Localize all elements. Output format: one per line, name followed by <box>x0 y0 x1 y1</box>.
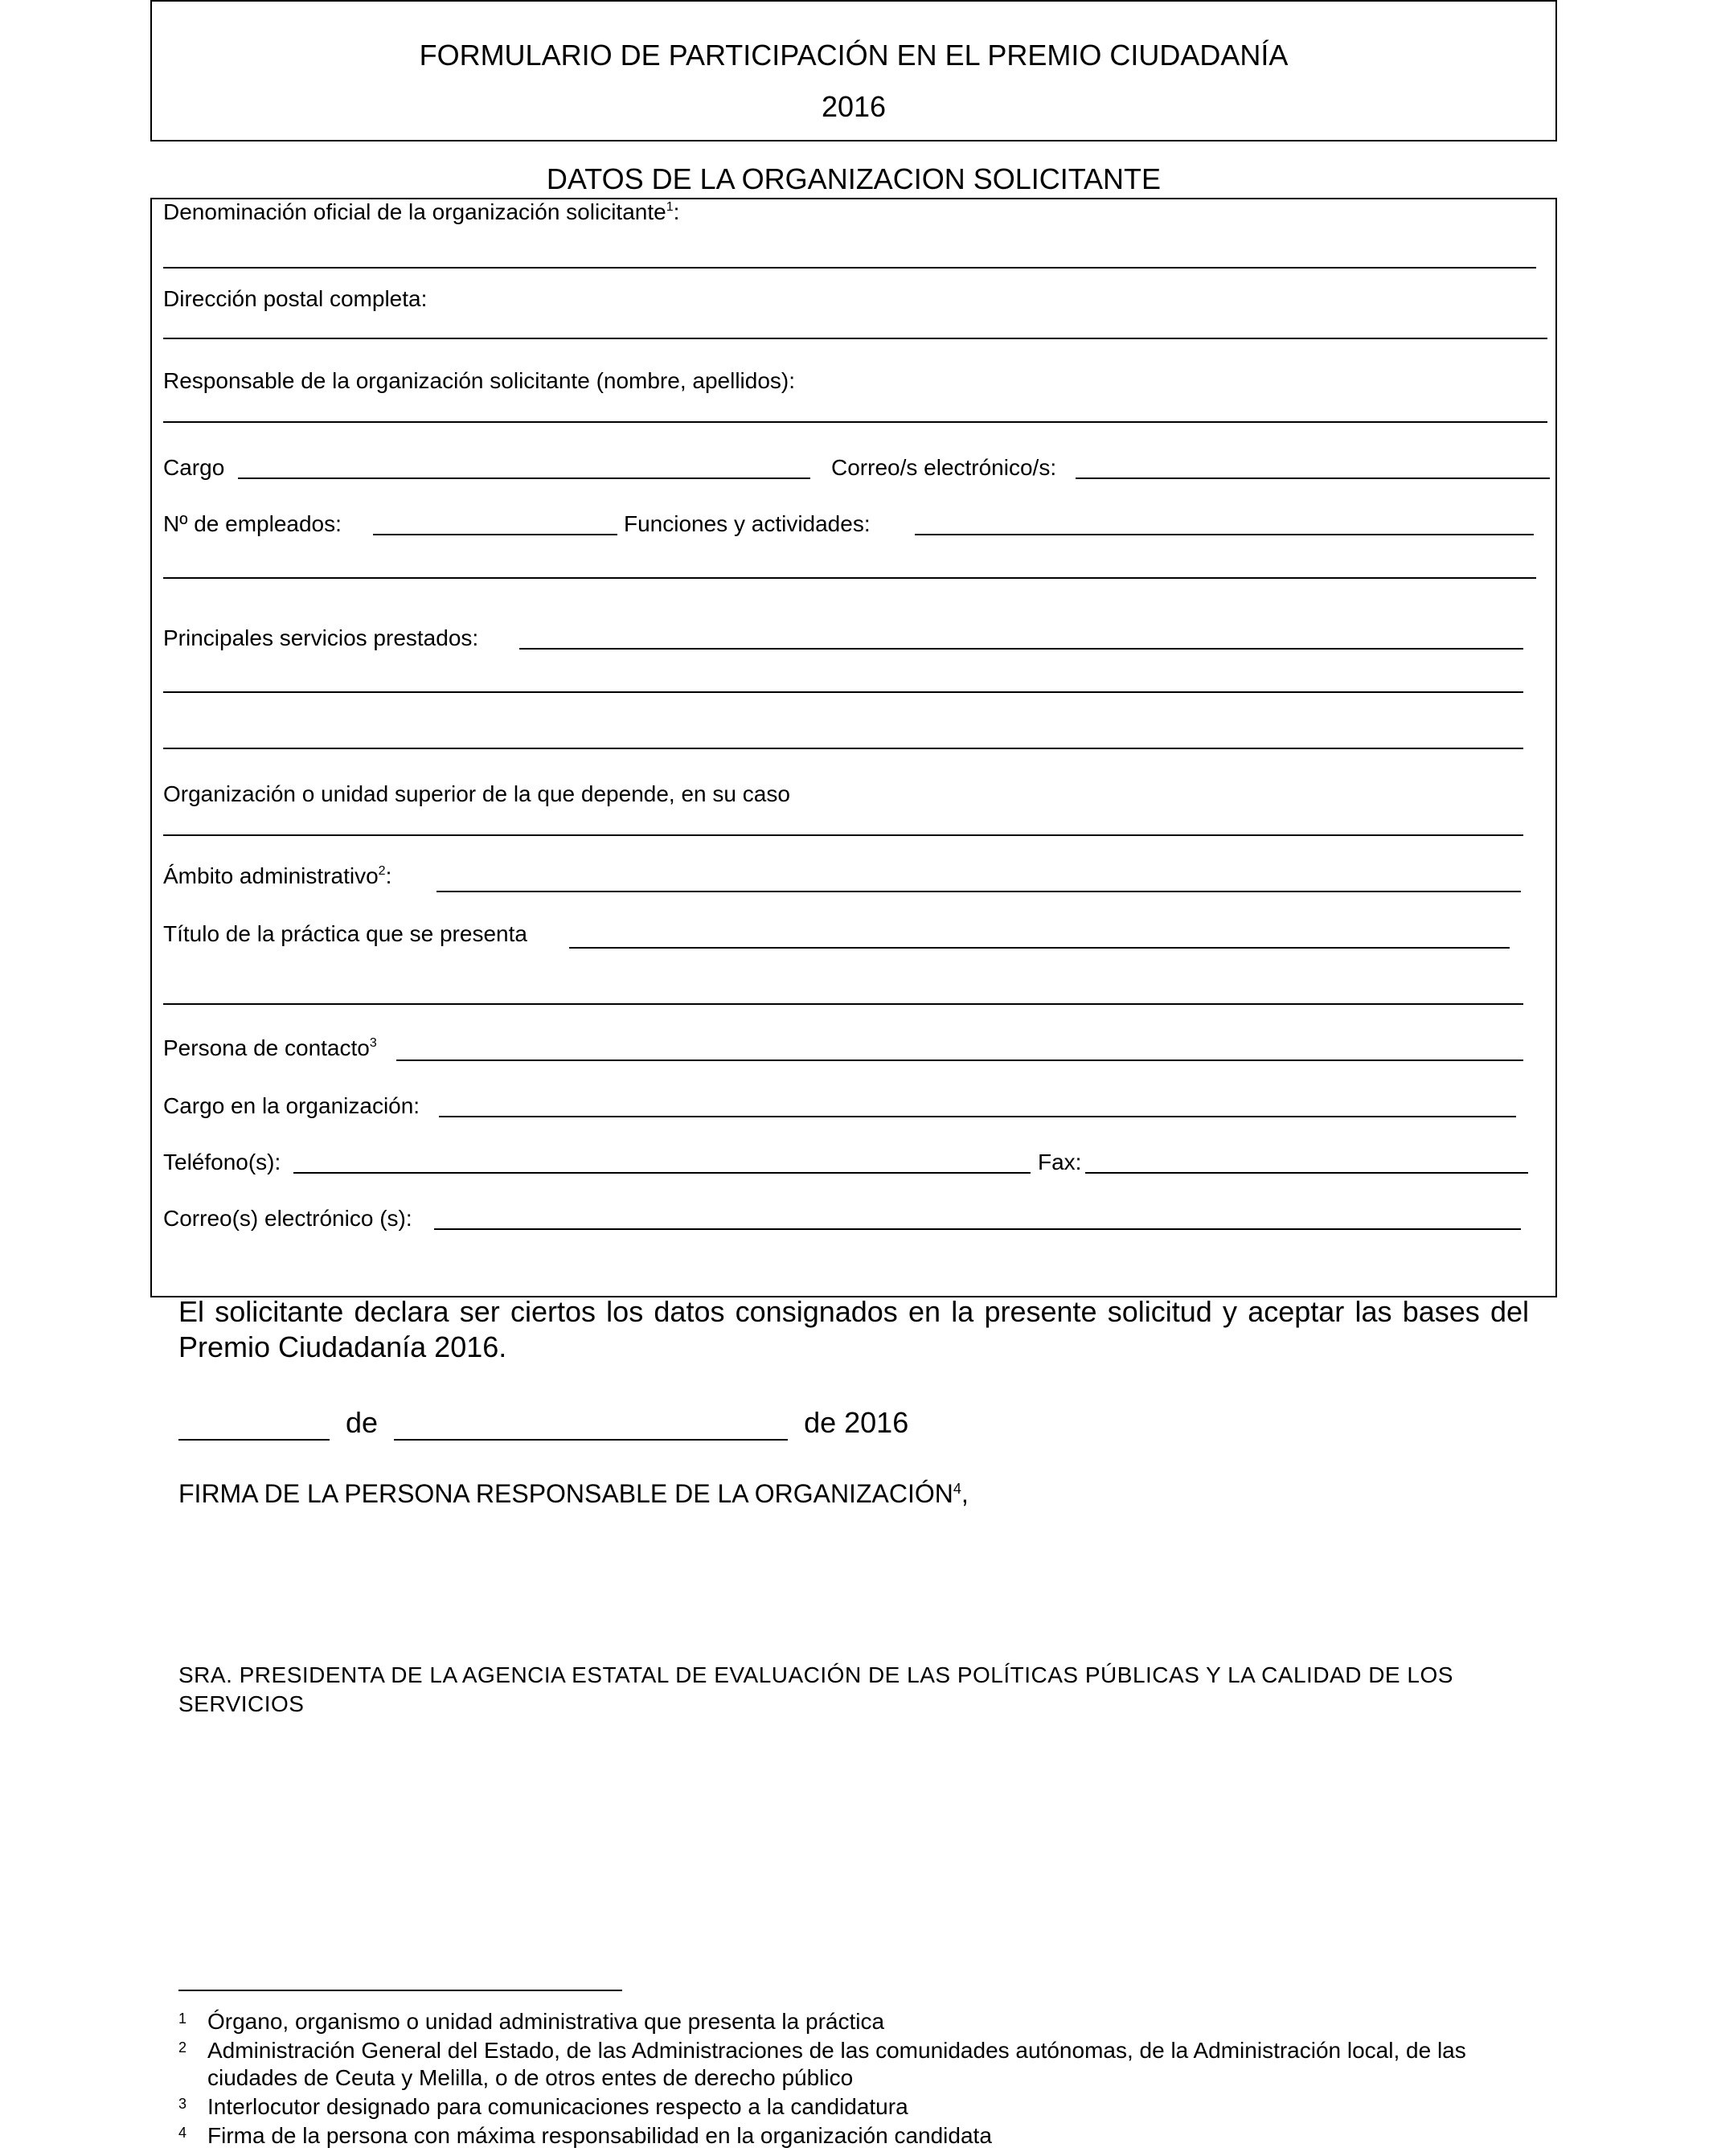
signature-label: FIRMA DE LA PERSONA RESPONSABLE DE LA ORGANIZACIÓN$^4$, <box>178 1479 969 1508</box>
date-de-2016: de 2016 <box>804 1406 909 1439</box>
footnote-separator <box>178 1990 622 1991</box>
form-year: 2016 <box>821 90 887 123</box>
ambito-field[interactable] <box>436 891 1521 892</box>
persona-contacto-field[interactable] <box>396 1060 1523 1061</box>
titulo-practica-field[interactable] <box>569 947 1510 949</box>
telefono-field[interactable] <box>293 1172 1031 1174</box>
cargo-field[interactable] <box>238 478 810 479</box>
cargo-organizacion-field[interactable] <box>439 1116 1516 1117</box>
servicios-field-3[interactable] <box>163 748 1523 749</box>
responsable-label: Responsable de la organización solicitante (nombre, apellidos): <box>163 368 796 393</box>
day-field[interactable] <box>178 1410 330 1441</box>
empleados-field[interactable] <box>373 534 617 535</box>
footnote-ref-1: 1 <box>666 200 674 214</box>
month-field[interactable] <box>394 1410 788 1441</box>
direccion-field[interactable] <box>163 338 1547 339</box>
persona-contacto-label: Persona de contacto$^3$ <box>163 1035 377 1060</box>
servicios-label: Principales servicios prestados: <box>163 625 479 650</box>
declaration-text: El solicitante declara ser ciertos los datos consignados en la presente solicitud y aceptar las bases del Premio Ciudadanía 2016. <box>178 1295 1529 1363</box>
denominacion-label: Denominación oficial de la organización solicitante$^1$: <box>163 199 680 224</box>
empleados-label: Nº de empleados: <box>163 511 342 536</box>
responsable-field[interactable] <box>163 421 1547 423</box>
fax-field[interactable] <box>1085 1172 1528 1174</box>
funciones-field-2[interactable] <box>163 577 1536 579</box>
footnote-ref-4: 4 <box>953 1481 961 1497</box>
footnote-ref-3: 3 <box>369 1036 377 1050</box>
date-line <box>178 1405 908 1441</box>
titulo-practica-label: Título de la práctica que se presenta <box>163 921 527 946</box>
organizacion-superior-field[interactable] <box>163 834 1523 836</box>
correos-field[interactable] <box>1076 478 1550 479</box>
correo-contacto-field[interactable] <box>434 1228 1521 1230</box>
ambito-label: Ámbito administrativo$^2$: <box>163 863 392 888</box>
funciones-label: Funciones y actividades: <box>624 511 871 536</box>
organizacion-superior-label: Organización o unidad superior de la que depende, en su caso <box>163 781 790 806</box>
footnote-ref-2: 2 <box>378 864 386 878</box>
cargo-organizacion-label: Cargo en la organización: <box>163 1093 420 1118</box>
denominacion-field[interactable] <box>163 267 1536 268</box>
cargo-label: Cargo <box>163 455 225 480</box>
footnote-4: 4 Firma de la persona con máxima responsabilidad en la organización candidata <box>178 2123 992 2148</box>
servicios-field[interactable] <box>519 648 1523 650</box>
correo-contacto-label: Correo(s) electrónico (s): <box>163 1206 412 1231</box>
funciones-field[interactable] <box>915 534 1534 535</box>
servicios-field-2[interactable] <box>163 691 1523 693</box>
form-title: FORMULARIO DE PARTICIPACIÓN EN EL PREMIO CIUDADANÍA <box>419 39 1289 72</box>
title-box <box>150 0 1557 141</box>
addressee: SRA. PRESIDENTA DE LA AGENCIA ESTATAL DE EVALUACIÓN DE LAS POLÍTICAS PÚBLICAS Y LA CALIDAD DE LOS SERVICIOS <box>178 1662 1453 1716</box>
footnote-1: 1 Órgano, organismo o unidad administrativa que presenta la práctica <box>178 2009 885 2034</box>
date-de-1: de <box>346 1406 379 1439</box>
form-box <box>150 198 1557 1297</box>
titulo-practica-field-2[interactable] <box>163 1003 1523 1005</box>
section-title: DATOS DE LA ORGANIZACION SOLICITANTE <box>546 162 1162 195</box>
correos-label: Correo/s electrónico/s: <box>831 455 1057 480</box>
direccion-label: Dirección postal completa: <box>163 286 428 311</box>
footnote-2: 2 Administración General del Estado, de las Administraciones de las comunidades autónomas, de la Administración local, de las ciudades de Ceuta y Melilla, o de otros entes de derecho público <box>178 2038 1466 2090</box>
fax-label: Fax: <box>1038 1150 1082 1174</box>
telefono-label: Teléfono(s): <box>163 1150 281 1174</box>
footnote-3: 3 Interlocutor designado para comunicaciones respecto a la candidatura <box>178 2094 908 2119</box>
